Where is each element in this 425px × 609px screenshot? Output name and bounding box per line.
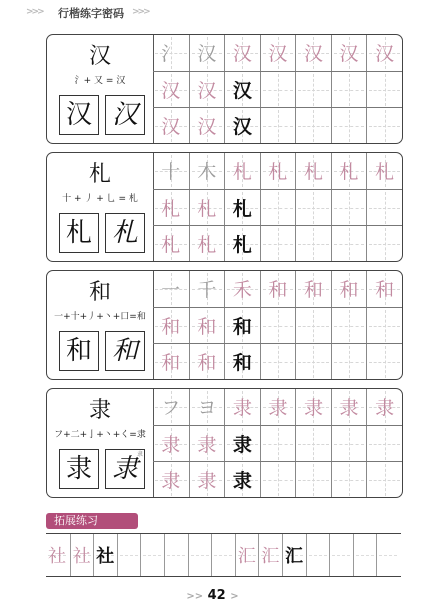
writing-cell[interactable] (366, 35, 402, 71)
writing-cell[interactable] (331, 344, 367, 380)
cell-character: 札 (232, 198, 252, 221)
cell-character: 汉 (197, 80, 217, 103)
writing-cell[interactable] (260, 35, 296, 71)
cell-character: 札 (232, 234, 252, 257)
cell-character: 隶 (303, 397, 323, 420)
writing-cell[interactable] (189, 226, 225, 262)
writing-cell[interactable] (189, 389, 225, 425)
character-info (47, 35, 154, 143)
writing-cell[interactable] (331, 190, 367, 226)
writing-cell[interactable] (224, 72, 260, 108)
sample-running (105, 449, 145, 489)
sample-character: 和 (65, 336, 92, 366)
sample-regular (59, 213, 99, 253)
cell-character: 隶 (197, 434, 217, 457)
extension-character: 社 (96, 546, 115, 567)
cell-character: 汉 (232, 80, 252, 103)
cell-character: 木 (197, 161, 217, 184)
arrow-icon: > (230, 591, 239, 602)
cell-character: 汉 (197, 43, 217, 66)
writing-cell[interactable] (331, 226, 367, 262)
target-character: 隶 (88, 398, 111, 423)
cell-character: 札 (303, 161, 323, 184)
extension-cell[interactable] (306, 534, 329, 576)
practice-grid (153, 153, 402, 261)
grid-row (153, 35, 402, 71)
writing-cell[interactable] (153, 72, 189, 108)
extension-cell[interactable] (258, 534, 281, 576)
practice-card (46, 270, 403, 380)
writing-cell[interactable] (153, 344, 189, 380)
writing-cell[interactable] (224, 35, 260, 71)
target-character: 汉 (88, 44, 111, 69)
chevron-right-icon: >>> (132, 7, 149, 17)
stroke-formula: 十 + 丿 + 乚 = 札 (62, 194, 138, 204)
cell-character: 汉 (303, 43, 323, 66)
cell-character: 隶 (232, 470, 252, 493)
writing-cell[interactable] (189, 108, 225, 144)
cell-character: 汉 (232, 43, 252, 66)
writing-cell[interactable] (224, 462, 260, 498)
writing-cell[interactable] (153, 308, 189, 344)
cell-character: 和 (197, 316, 217, 339)
writing-cell[interactable] (189, 462, 225, 498)
grid-row (153, 425, 402, 462)
cell-character: 隶 (161, 434, 181, 457)
writing-cell[interactable] (153, 35, 189, 71)
cell-character: 禾 (232, 279, 252, 302)
cell-character: 和 (268, 279, 288, 302)
writing-cell[interactable] (260, 108, 296, 144)
page-header (0, 0, 425, 26)
grid-row (153, 225, 402, 262)
writing-cell[interactable] (366, 226, 402, 262)
writing-cell[interactable] (224, 426, 260, 462)
writing-cell[interactable] (295, 108, 331, 144)
writing-cell[interactable] (153, 226, 189, 262)
writing-cell[interactable] (331, 389, 367, 425)
sample-regular (59, 331, 99, 371)
writing-cell[interactable] (366, 271, 402, 307)
writing-cell[interactable] (260, 271, 296, 307)
cell-character: 和 (232, 352, 252, 375)
writing-cell[interactable] (224, 389, 260, 425)
cell-character: 札 (197, 234, 217, 257)
writing-cell[interactable] (153, 271, 189, 307)
grid-row (153, 461, 402, 498)
extension-label: 拓展练习 (46, 513, 138, 529)
cell-character: 千 (197, 279, 217, 302)
extension-strip (46, 533, 401, 577)
practice-grid (153, 271, 402, 379)
writing-cell[interactable] (331, 153, 367, 189)
sample-character: 和 (111, 336, 138, 366)
sample-running (105, 213, 145, 253)
cell-character: 汉 (268, 43, 288, 66)
extension-cell[interactable] (188, 534, 211, 576)
writing-cell[interactable] (224, 344, 260, 380)
sample-running (105, 95, 145, 135)
writing-cell[interactable] (189, 72, 225, 108)
cell-character: 隶 (232, 434, 252, 457)
writing-cell[interactable] (189, 344, 225, 380)
sample-character: 隶 (111, 454, 138, 484)
writing-cell[interactable] (295, 72, 331, 108)
writing-cell[interactable] (260, 72, 296, 108)
cell-character: 隶 (375, 397, 395, 420)
page-footer (0, 588, 425, 603)
sample-regular (59, 449, 99, 489)
grid-row (153, 307, 402, 344)
practice-grid (153, 389, 402, 497)
cell-character: 札 (268, 161, 288, 184)
writing-cell[interactable] (260, 426, 296, 462)
cell-character: 和 (197, 352, 217, 375)
writing-cell[interactable] (153, 462, 189, 498)
cell-character: 一 (161, 279, 181, 302)
target-character: 和 (88, 280, 111, 305)
writing-cell[interactable] (295, 153, 331, 189)
writing-cell[interactable] (366, 153, 402, 189)
stroke-formula: フ+二+亅+丶+く=隶 (54, 430, 146, 440)
character-info (47, 153, 154, 261)
writing-cell[interactable] (260, 153, 296, 189)
sample-mini-label: 隶 (136, 451, 143, 458)
cell-character: 和 (161, 316, 181, 339)
cell-character: 和 (161, 352, 181, 375)
cell-character: 汉 (339, 43, 359, 66)
stroke-formula: 氵+ 又 = 汉 (74, 76, 126, 86)
cell-character: ヨ (197, 397, 217, 420)
writing-cell[interactable] (366, 108, 402, 144)
sample-character: 汉 (65, 100, 92, 130)
sample-character: 隶 (65, 454, 92, 484)
sample-character: 札 (111, 218, 138, 248)
writing-cell[interactable] (224, 153, 260, 189)
practice-card (46, 388, 403, 498)
cell-character: 和 (375, 279, 395, 302)
writing-cell[interactable] (224, 308, 260, 344)
cell-character: 隶 (339, 397, 359, 420)
extension-cell[interactable] (70, 534, 93, 576)
extension-character: 汇 (285, 546, 303, 567)
extension-cell[interactable] (211, 534, 234, 576)
writing-cell[interactable] (153, 426, 189, 462)
writing-cell[interactable] (189, 190, 225, 226)
cell-character: 氵 (161, 43, 181, 66)
cell-character: 和 (303, 279, 323, 302)
writing-cell[interactable] (153, 190, 189, 226)
writing-cell[interactable] (295, 462, 331, 498)
sample-regular (59, 95, 99, 135)
writing-cell[interactable] (260, 462, 296, 498)
cell-character: 和 (232, 316, 252, 339)
writing-cell[interactable] (366, 190, 402, 226)
extension-cell[interactable] (93, 534, 116, 576)
writing-cell[interactable] (153, 108, 189, 144)
extension-cell[interactable] (117, 534, 140, 576)
writing-cell[interactable] (366, 389, 402, 425)
extension-character: 社 (72, 546, 91, 567)
writing-cell[interactable] (295, 426, 331, 462)
character-info (47, 271, 154, 379)
writing-cell[interactable] (295, 271, 331, 307)
grid-row (153, 271, 402, 307)
writing-cell[interactable] (295, 190, 331, 226)
writing-cell[interactable] (295, 35, 331, 71)
cell-character: 汉 (197, 116, 217, 139)
writing-cell[interactable] (189, 153, 225, 189)
chevron-right-icon: >>> (26, 7, 43, 17)
extension-character: 社 (48, 546, 66, 567)
cell-character: 札 (232, 161, 252, 184)
grid-row (153, 71, 402, 108)
cell-character: 和 (339, 279, 359, 302)
writing-cell[interactable] (366, 426, 402, 462)
sample-running (105, 331, 145, 371)
cell-character: 札 (161, 198, 181, 221)
writing-cell[interactable] (224, 271, 260, 307)
writing-cell[interactable] (260, 389, 296, 425)
grid-row (153, 343, 402, 380)
cell-character: 隶 (268, 397, 288, 420)
cell-character: 隶 (161, 470, 181, 493)
writing-cell[interactable] (366, 344, 402, 380)
sample-character: 札 (65, 218, 92, 248)
practice-card (46, 34, 403, 144)
writing-cell[interactable] (331, 426, 367, 462)
cell-character: フ (161, 397, 181, 420)
extension-character: 汇 (237, 546, 256, 567)
writing-cell[interactable] (366, 308, 402, 344)
extension-cell[interactable] (140, 534, 163, 576)
writing-cell[interactable] (189, 426, 225, 462)
writing-cell[interactable] (295, 344, 331, 380)
writing-cell[interactable] (331, 271, 367, 307)
book-title: 行楷练字密码 (58, 7, 124, 20)
writing-cell[interactable] (295, 308, 331, 344)
writing-cell[interactable] (331, 72, 367, 108)
cell-character: 札 (375, 161, 395, 184)
grid-row (153, 153, 402, 189)
writing-cell[interactable] (366, 72, 402, 108)
stroke-formula: 一+十+丿+丶+口=和 (54, 312, 146, 322)
writing-cell[interactable] (153, 153, 189, 189)
writing-cell[interactable] (153, 389, 189, 425)
writing-cell[interactable] (260, 344, 296, 380)
extension-cell[interactable] (329, 534, 352, 576)
writing-cell[interactable] (295, 389, 331, 425)
writing-cell[interactable] (189, 35, 225, 71)
cell-character: 札 (339, 161, 359, 184)
cell-character: 札 (161, 234, 181, 257)
writing-cell[interactable] (331, 308, 367, 344)
character-info (47, 389, 154, 497)
writing-cell[interactable] (331, 462, 367, 498)
writing-cell[interactable] (366, 462, 402, 498)
cell-character: 隶 (197, 470, 217, 493)
extension-cell[interactable] (376, 534, 399, 576)
writing-cell[interactable] (260, 308, 296, 344)
grid-row (153, 389, 402, 425)
writing-cell[interactable] (189, 271, 225, 307)
cell-character: 隶 (232, 397, 252, 420)
writing-cell[interactable] (331, 108, 367, 144)
extension-cell[interactable] (46, 534, 68, 576)
writing-cell[interactable] (224, 226, 260, 262)
grid-row (153, 189, 402, 226)
extension-cell[interactable] (164, 534, 187, 576)
writing-cell[interactable] (224, 108, 260, 144)
target-character: 札 (88, 162, 111, 187)
extension-cell[interactable] (235, 534, 258, 576)
writing-cell[interactable] (224, 190, 260, 226)
cell-character: 汉 (232, 116, 252, 139)
cell-character: 汉 (375, 43, 395, 66)
cell-character: 札 (197, 198, 217, 221)
sample-character: 汉 (111, 100, 138, 130)
writing-cell[interactable] (331, 35, 367, 71)
writing-cell[interactable] (260, 190, 296, 226)
writing-cell[interactable] (295, 226, 331, 262)
cell-character: 十 (161, 161, 181, 184)
practice-card (46, 152, 403, 262)
extension-cell[interactable] (282, 534, 305, 576)
arrow-icon: >> (186, 591, 204, 602)
writing-cell[interactable] (189, 308, 225, 344)
extension-cell[interactable] (353, 534, 376, 576)
cell-character: 汉 (161, 80, 181, 103)
cell-character: 汉 (161, 116, 181, 139)
writing-cell[interactable] (260, 226, 296, 262)
extension-character: 汇 (261, 546, 280, 567)
practice-grid (153, 35, 402, 143)
grid-row (153, 107, 402, 144)
page-number: 42 (207, 588, 226, 603)
